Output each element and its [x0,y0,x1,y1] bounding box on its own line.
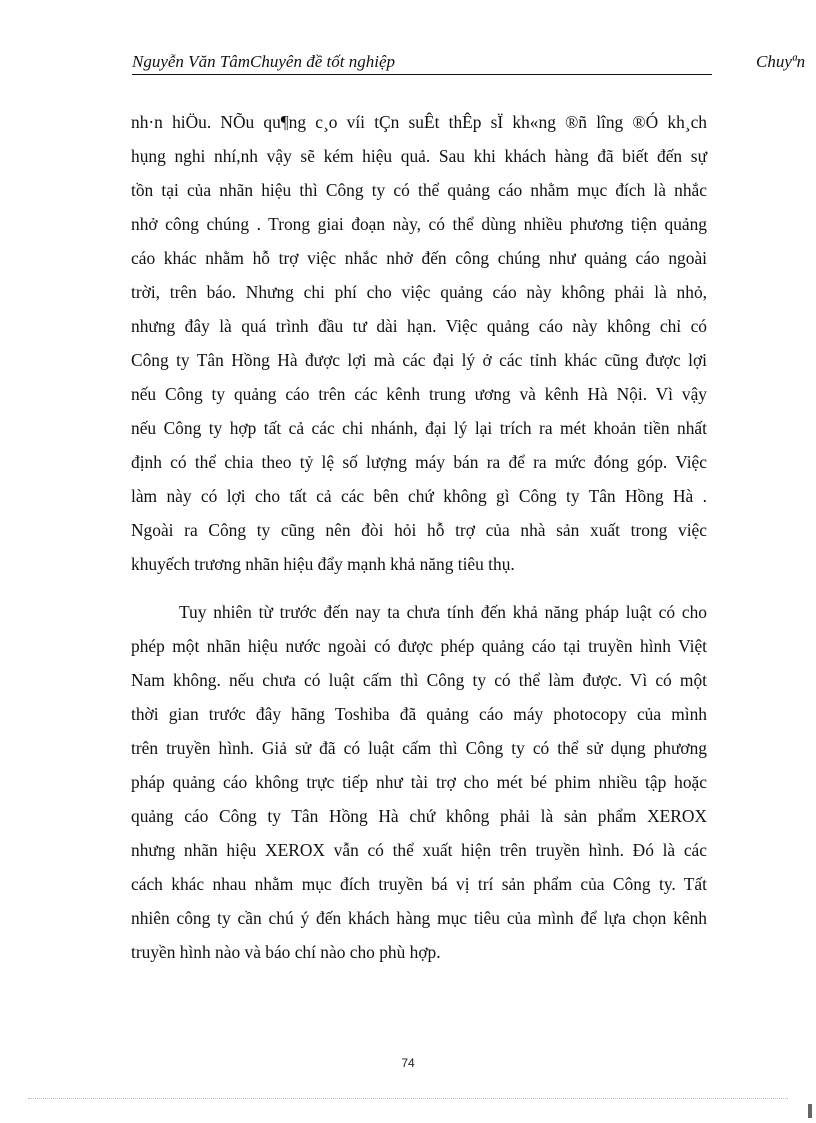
text-line: thời gian trước đây hãng Toshiba đã quảng cáo máy photocopy của mình [131,704,707,724]
text-line: hụng nghi nhí,nh vậy sẽ kém hiệu quả. Sau khi khách hàng đã biết đến sự [131,146,707,166]
text-line: nếu Công ty hợp tất cả các chi nhánh, đại lý lại trích ra mét khoản tiền nhất [131,418,707,438]
text-line: Công ty Tân Hồng Hà được lợi mà các đại lý ở các tỉnh khác cũng được lợi [131,350,707,370]
text-line: nhở công chúng . Trong giai đoạn này, có thể dùng nhiều phương tiện quảng [131,214,707,234]
text-line: định có thể chia theo tỷ lệ số lượng máy bán ra để ra mức đóng góp. Việc [131,452,707,472]
text-line: trên truyền hình. Giả sử đã có luật cấm thì Công ty có thể sử dụng phương [131,738,707,758]
text-line: nhưng đây là quá trình đầu tư dài hạn. Việc quảng cáo này không chỉ có [131,316,707,336]
text-line: phép một nhãn hiệu nước ngoài có được phép quảng cáo tại truyền hình Việt [131,636,707,656]
paragraph-2 [131,595,707,969]
text-line: làm này có lợi cho tất cả các bên chứ không gì Công ty Tân Hồng Hà . [131,486,707,506]
text-line: nếu Công ty quảng cáo trên các kênh trung ương và kênh Hà Nội. Vì vậy [131,384,707,404]
text-line: khuyếch trương nhãn hiệu đẩy mạnh khả năng tiêu thụ. [131,554,515,574]
running-header: Nguyễn Văn TâmChuyên đề tốt nghiệp [132,52,712,75]
running-header-right: Chuyªn [756,52,806,71]
text-line: truyền hình nào và báo chí nào cho phù hợp. [131,942,441,962]
text-line: Ngoài ra Công ty cũng nên đòi hỏi hỗ trợ của nhà sản xuất trong việc [131,520,707,540]
paragraph-1 [131,105,707,581]
text-line: Tuy nhiên từ trước đến nay ta chưa tính đến khả năng pháp luật có cho [179,602,707,622]
text-line: pháp quảng cáo không trực tiếp như tài trợ cho mét bé phim nhiều tập hoặc [131,772,707,792]
text-line: cách khác nhau nhằm mục đích truyền bá vị trí sản phẩm của Công ty. Tất [131,874,707,894]
text-line: nhiên công ty cần chú ý đến khách hàng mục tiêu của mình để lựa chọn kênh [131,908,707,928]
text-line: trời, trên báo. Nhưng chi phí cho việc quảng cáo này không phải là nhỏ, [131,282,707,302]
text-line: Nam không. nếu chưa có luật cấm thì Công ty có thể làm được. Vì có một [131,670,707,690]
page-number: 74 [401,1056,415,1070]
text-line: cáo khác nhằm hỗ trợ việc nhắc nhở đến công chúng như quảng cáo ngoài [131,248,707,268]
text-line: tồn tại của nhãn hiệu thì Công ty có thể quảng cáo nhằm mục đích là nhắc [131,180,707,200]
footer-divider [28,1098,788,1099]
text-line: quảng cáo Công ty Tân Hồng Hà chứ không phải là sản phẩm XEROX [131,806,707,826]
text-line: nh·n hiÖu. NÕu qu¶ng c¸o víi tÇn suÊt thÊp sÏ kh«ng ®ñ lîng ®Ó kh¸ch [131,112,707,132]
corner-mark [808,1104,812,1118]
text-line: nhưng nhãn hiệu XEROX vẫn có thể xuất hiện trên truyền hình. Đó là các [131,840,707,860]
